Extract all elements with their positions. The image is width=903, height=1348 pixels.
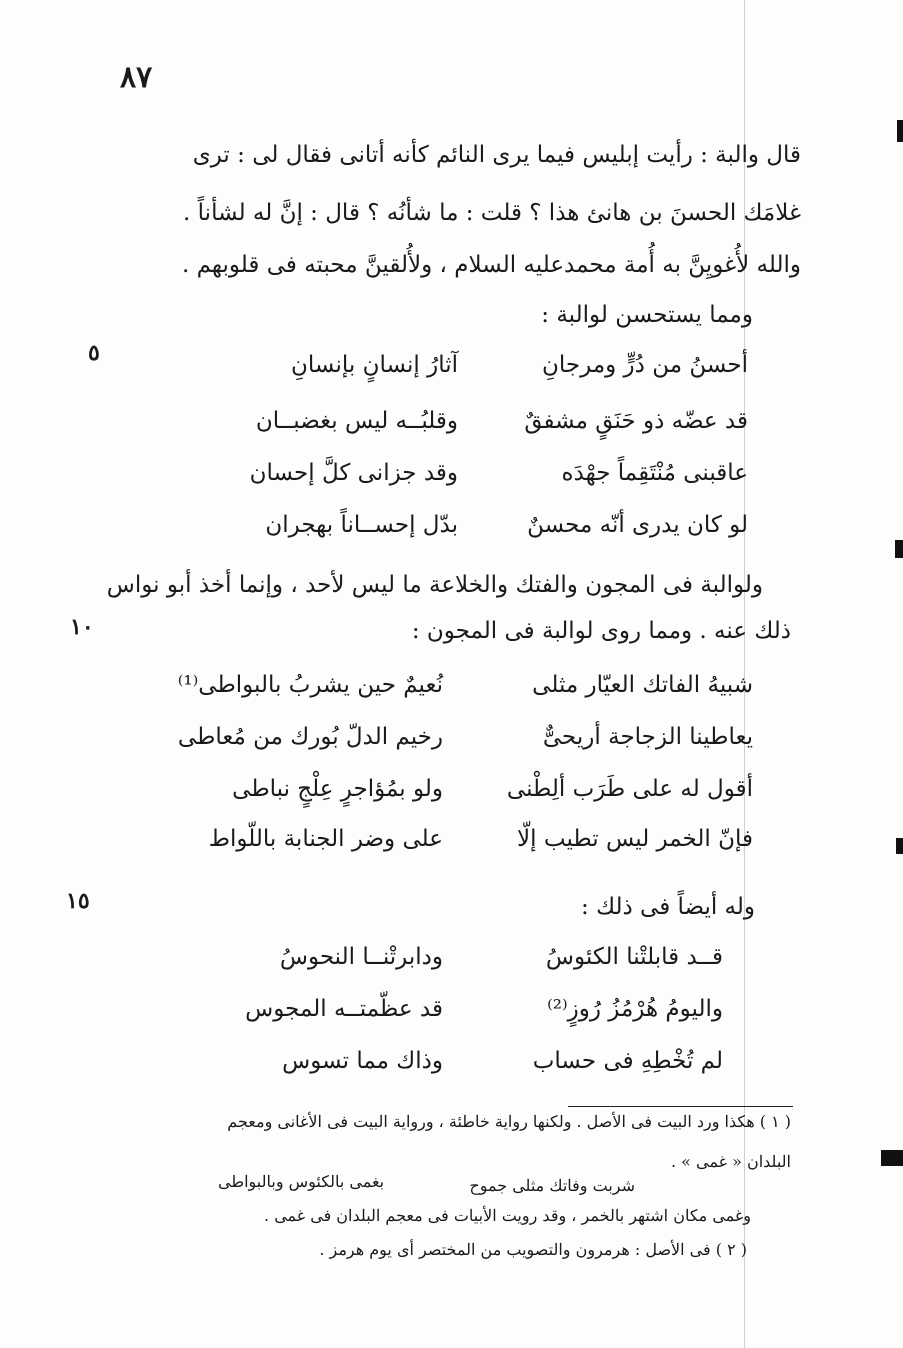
verse-first-hemistich: قد عضّه ذو حَنَقٍ مشفقٌ [524, 408, 748, 434]
footnote-1-line: ( ١ ) هكذا ورد البيت فى الأصل . ولكنها رواية خاطئة ، ورواية البيت فى الأغانى ومعجم [227, 1112, 791, 1131]
verse-first-hemistich: أحسنُ من دُرٍّ ومرجانِ [542, 352, 748, 378]
prose-line: ولوالبة فى المجون والفتك والخلاعة ما ليس لأحد ، وإنما أخذ أبو نواس [106, 572, 763, 598]
verse-second-hemistich: على وضر الجنابة باللّواط [208, 826, 443, 852]
verse-first-hemistich: قــد قابلتْنا الكئوسُ [545, 944, 723, 970]
prose-line: قال والبة : رأيت إبليس فيما يرى النائم كأنه أتانى فقال لى : ترى [192, 142, 801, 168]
verse-first-hemistich: واليومُ هُرْمُزُ رُوزٍ⁽²⁾ [547, 996, 723, 1022]
verse-second-hemistich: بدّل إحســاناً بهجران [265, 512, 458, 538]
verse-second-hemistich: نُعيمٌ حين يشربُ بالبواطى⁽¹⁾ [177, 672, 443, 698]
verse-second-hemistich: ودابرتْنــا النحوسُ [279, 944, 443, 970]
verse-second-hemistich: ولو بمُؤاجرٍ عِلْجٍ نباطى [232, 776, 443, 802]
poem-intro: وله أيضاً فى ذلك : [581, 894, 755, 920]
edge-mark-4 [881, 1150, 903, 1166]
footnote-2-line: ( ٢ ) فى الأصل : هرمرون والتصويب من المختصر أى يوم هرمز . [319, 1240, 747, 1259]
poem-intro: ذلك عنه . ومما روى لوالبة فى المجون : [411, 618, 791, 644]
verse-second-hemistich: قد عظّمتــه المجوس [245, 996, 443, 1022]
verse-first-hemistich: عاقبنى مُنْتَقِماً جهْدَه [561, 460, 748, 486]
verse-first-hemistich: لو كان يدرى أنّه محسنٌ [527, 512, 748, 538]
footnote-verse-first-hemistich: شربت وفاتك مثلى جموح [469, 1176, 635, 1195]
verse-first-hemistich: فإنّ الخمر ليس تطيب إلّا [517, 826, 753, 852]
edge-mark-2 [895, 540, 903, 558]
verse-second-hemistich: وقلبُــه ليس بغضبــان [255, 408, 458, 434]
verse-second-hemistich: وذاك مما تسوس [282, 1048, 443, 1074]
footnote-1-line: البلدان « غمى » . [671, 1152, 791, 1171]
verse-second-hemistich: وقد جزانى كلَّ إحسان [249, 460, 458, 486]
page-number: ٨٧ [120, 60, 153, 95]
verse-first-hemistich: أقول له على طَرَب ألِطْنى [506, 776, 753, 802]
verse-first-hemistich: يعاطينا الزجاجة أريحىٌّ [542, 724, 753, 750]
verse-first-hemistich: لم تُخْطِهِ فى حساب [532, 1048, 723, 1074]
line-number-15: ١٥ [66, 888, 90, 914]
footnote-verse-second-hemistich: بغمى بالكئوس وبالبواطى [218, 1172, 385, 1191]
verse-second-hemistich: آثارُ إنسانٍ بإنسانِ [291, 352, 458, 378]
prose-line: غلامَك الحسنَ بن هانئ هذا ؟ قلت : ما شأنُه ؟ قال : إنَّ له لشأناً . [183, 200, 801, 226]
verse-second-hemistich: رخيم الدلّ بُورك من مُعاطى [177, 724, 443, 750]
prose-line: والله لأُغويِنَّ به أُمة محمدعليه السلام ، ولأُلقينَّ محبته فى قلوبهم . [181, 252, 801, 278]
line-number-5: ٥ [88, 340, 100, 366]
edge-mark-3 [896, 838, 903, 854]
line-number-10: ١٠ [70, 614, 94, 640]
verse-first-hemistich: شبيهُ الفاتك العيّار مثلى [532, 672, 753, 698]
footnote-rule [568, 1106, 793, 1107]
footnote-1-line: وغمى مكان اشتهر بالخمر ، وقد رويت الأبيات فى معجم البلدان فى غمى . [264, 1206, 751, 1225]
poem-intro: ومما يستحسن لوالبة : [541, 302, 753, 328]
edge-mark-1 [897, 120, 903, 142]
